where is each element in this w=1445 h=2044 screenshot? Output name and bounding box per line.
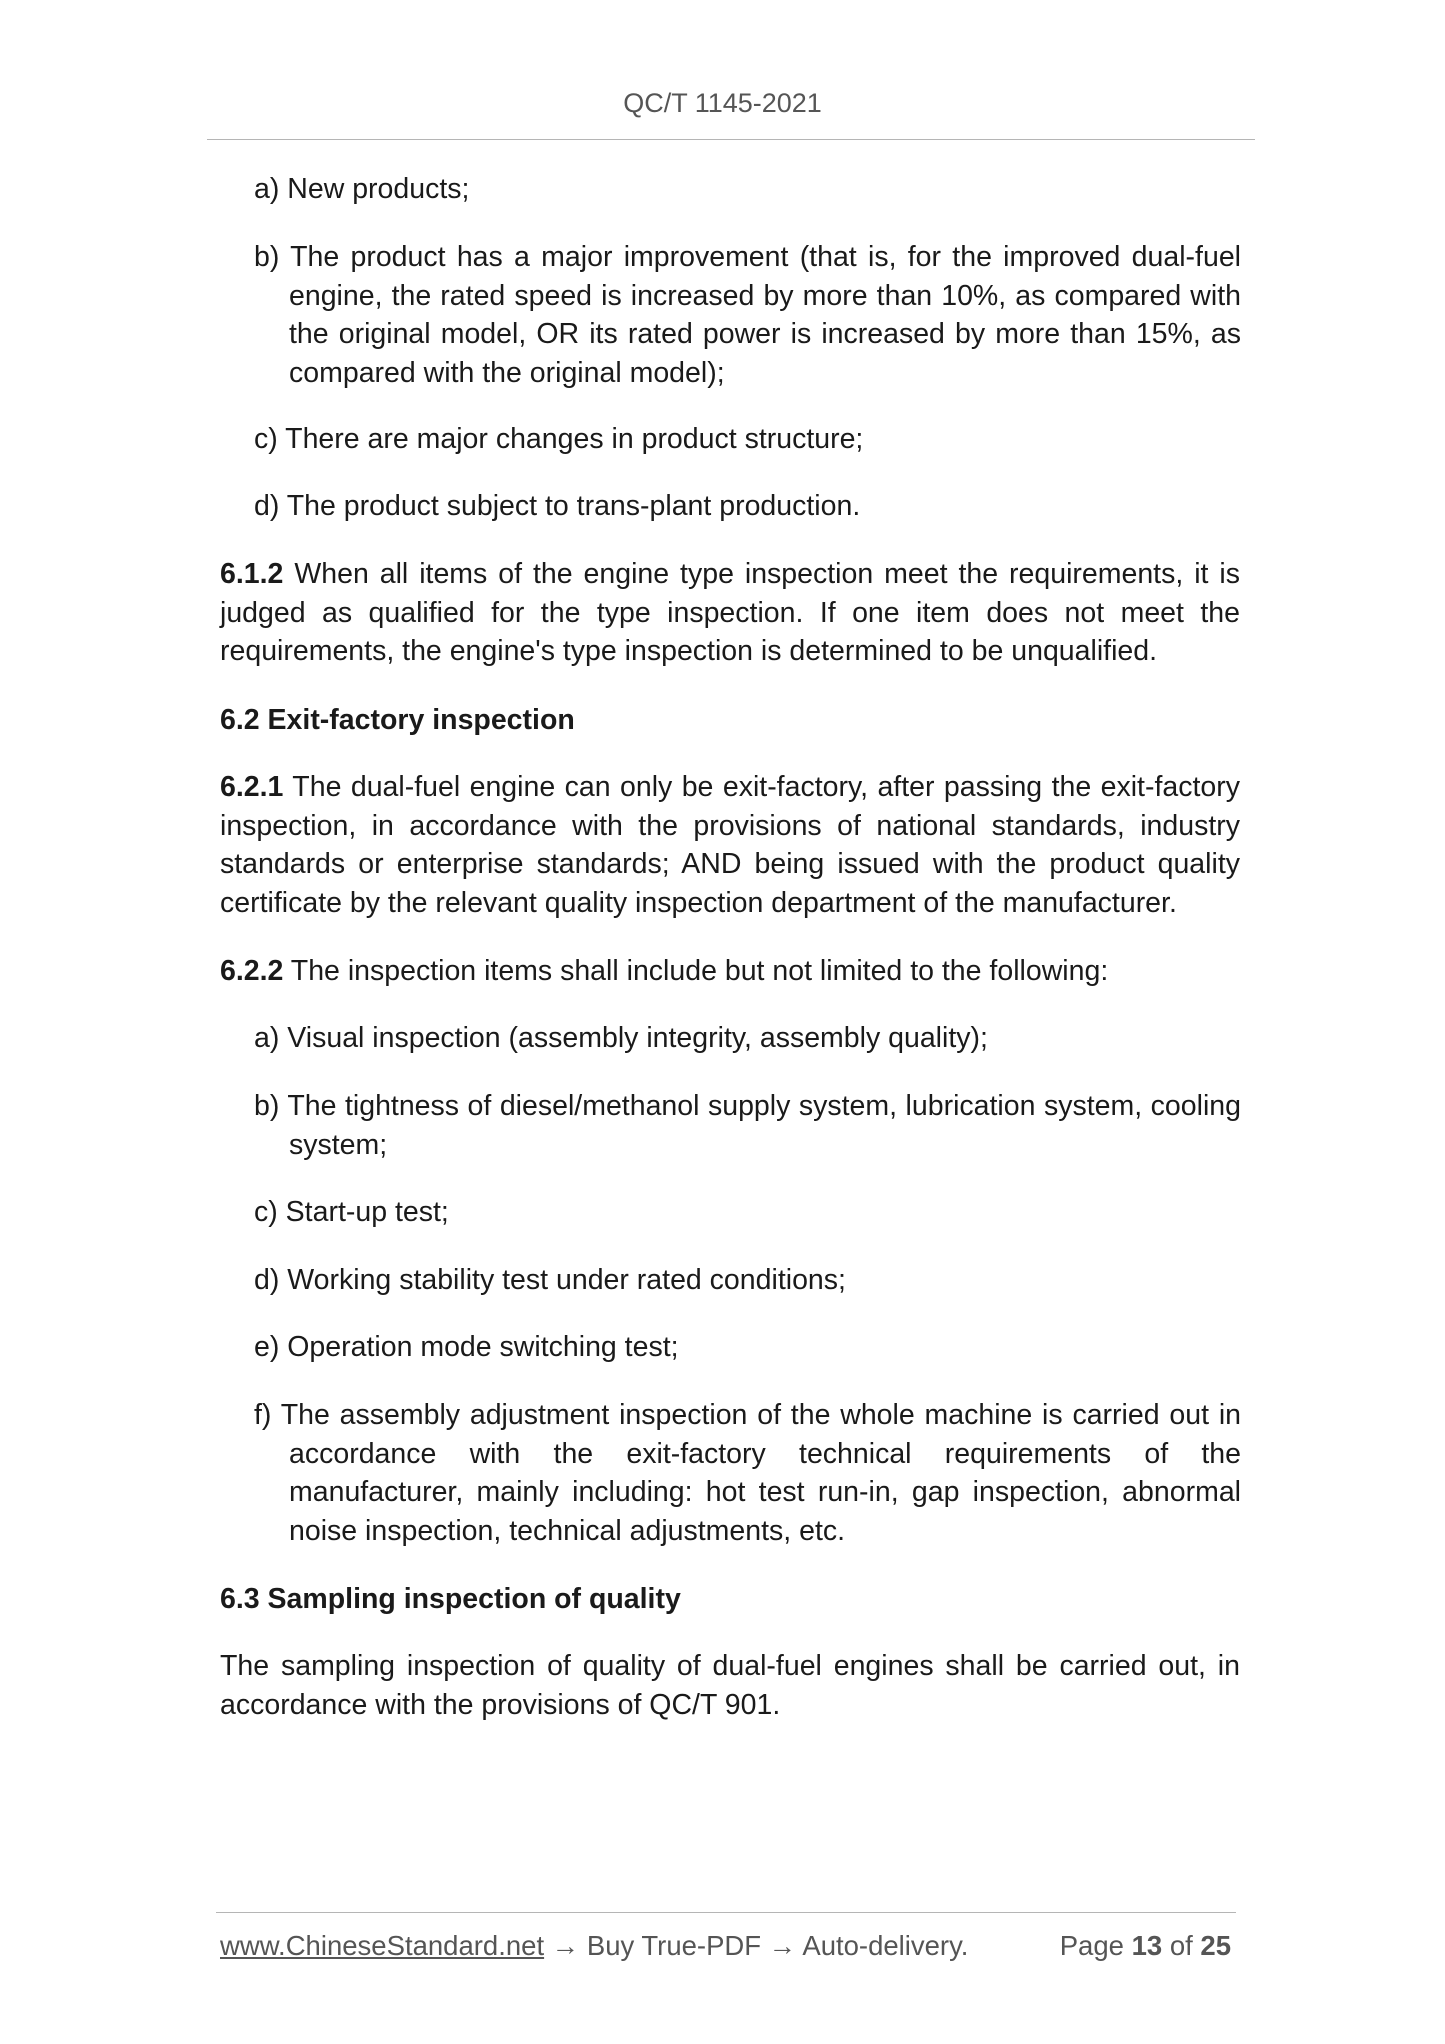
- list-item-text: There are major changes in product structure;: [285, 423, 864, 455]
- clause-6-1-2: [220, 555, 1240, 671]
- website-link[interactable]: www.ChineseStandard.net: [220, 1930, 545, 1961]
- list-item-label: a): [254, 1022, 280, 1054]
- section-heading-6-3: 6.3 Sampling inspection of quality: [220, 1583, 681, 1615]
- footer-left: [220, 1928, 968, 1964]
- list-item: [254, 238, 1241, 392]
- list-item-label: c): [254, 1196, 278, 1228]
- list-item: [254, 1019, 1241, 1058]
- list-item-text: Start-up test;: [285, 1196, 449, 1228]
- clause-text: The inspection items shall include but not limited to the following:: [283, 955, 1109, 987]
- list-item-label: c): [254, 423, 278, 455]
- list-item-label: d): [254, 490, 280, 522]
- clause-number: 6.2.1: [220, 771, 284, 803]
- list-item: [254, 487, 1241, 526]
- of-word: of: [1169, 1930, 1193, 1961]
- clause-text: The dual-fuel engine can only be exit-factory, after passing the exit-factory inspection, in accordance with the provisions of national standards, industry standards or enterprise standards; AND being issued with the product quality certificate by the relevant quality inspection department of the manufacturer.: [220, 771, 1240, 919]
- list-item-label: a): [254, 173, 280, 205]
- list-item: [254, 1328, 1241, 1367]
- list-item: [254, 1087, 1241, 1164]
- page-total: 25: [1200, 1930, 1231, 1961]
- page-indicator: [1060, 1928, 1231, 1964]
- clause-text: When all items of the engine type inspection meet the requirements, it is judged as qualified for the type inspection. If one item does not meet the requirements, the engine's type inspection is determined to be unqualified.: [220, 558, 1240, 667]
- list-item-text: The assembly adjustment inspection of the whole machine is carried out in accordance with the exit-factory technical requirements of the manufacturer, mainly including: hot test run-in, gap inspection, abnormal noise inspection, technical adjustments, etc.: [280, 1399, 1242, 1547]
- list-item: [254, 1261, 1241, 1300]
- header-divider: [207, 139, 1255, 140]
- list-item-text: New products;: [287, 173, 470, 205]
- list-item-text: The product has a major improvement (that is, for the improved dual-fuel engine, the rated speed is increased by more than 10%, as compared with the original model, OR its rated power is increased by more than 15%, as compared with the original model);: [289, 241, 1241, 389]
- list-item-label: e): [254, 1331, 280, 1363]
- clause-6-2-2: [220, 952, 1240, 991]
- clause-6-2-1: [220, 768, 1240, 922]
- list-item: [254, 1396, 1241, 1550]
- footer-tagline: → Buy True-PDF → Auto-delivery.: [544, 1930, 969, 1961]
- section-heading-6-2: 6.2 Exit-factory inspection: [220, 704, 575, 736]
- list-item-text: The tightness of diesel/methanol supply system, lubrication system, cooling system;: [287, 1090, 1241, 1161]
- list-item: [254, 170, 1241, 209]
- list-item: [254, 420, 1241, 459]
- page-current: 13: [1131, 1930, 1163, 1961]
- page-word: Page: [1059, 1930, 1124, 1961]
- page-header: QC/T 1145-2021: [623, 88, 822, 118]
- section-6-3-text: The sampling inspection of quality of dual-fuel engines shall be carried out, in accordance with the provisions of QC/T 901.: [220, 1650, 1240, 1721]
- clause-number: 6.2.2: [220, 955, 284, 987]
- list-item-text: Visual inspection (assembly integrity, assembly quality);: [287, 1022, 988, 1054]
- clause-number: 6.1.2: [220, 558, 284, 590]
- list-item-label: b): [254, 1090, 280, 1122]
- list-item-text: Operation mode switching test;: [287, 1331, 679, 1363]
- list-item-label: b): [254, 241, 280, 273]
- list-item: [254, 1193, 1241, 1232]
- footer-divider: [216, 1912, 1236, 1913]
- list-item-text: Working stability test under rated conditions;: [287, 1264, 846, 1296]
- list-item-text: The product subject to trans-plant production.: [286, 490, 861, 522]
- list-item-label: d): [254, 1264, 280, 1296]
- list-item-label: f): [254, 1399, 272, 1431]
